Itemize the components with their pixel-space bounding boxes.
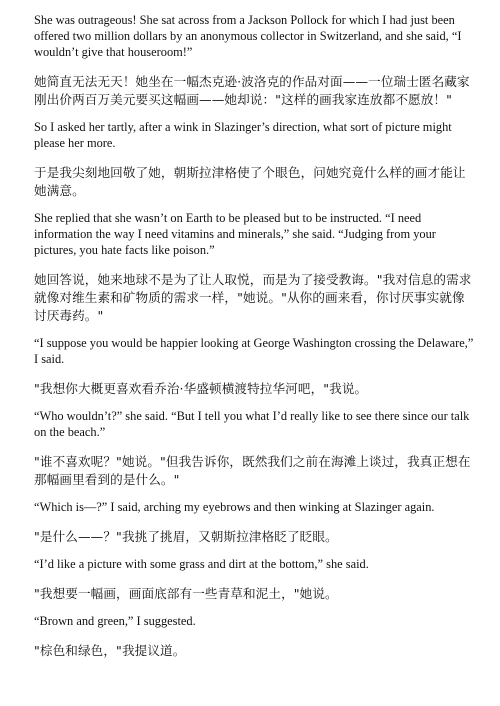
paragraph-en-8: “Brown and green,” I suggested.: [34, 614, 196, 628]
paragraph-zh-6: "是什么——？"我挑了挑眉，又朝斯拉津格眨了眨眼。: [34, 529, 338, 544]
document-page: [34, 12, 474, 670]
paragraph-en-3: She replied that she wasn’t on Earth to be pleased but to be instructed. “I need information the way I need vitamins and minerals,” she said. “Judging from your pictures, you hate facts like poison.”: [34, 211, 436, 257]
paragraph-en-7: “I’d like a picture with some grass and dirt at the bottom,” she said.: [34, 557, 369, 571]
paragraph-zh-8: "棕色和绿色，"我提议道。: [34, 643, 186, 658]
paragraph-en-1: She was outrageous! She sat across from a Jackson Pollock for which I had just been offered two million dollars by an anonymous collector in Switzerland, and she said, “I wouldn’t give that houseroom!”: [34, 13, 462, 59]
paragraph-zh-1: 她简直无法无天！她坐在一幅杰克逊·波洛克的作品对面——一位瑞士匿名藏家刚出价两百万美元要买这幅画——她却说："这样的画我家连放都不愿放！": [34, 74, 470, 107]
paragraph-zh-4: "我想你大概更喜欢看乔治·华盛顿横渡特拉华河吧，"我说。: [34, 381, 368, 396]
paragraph-en-4: “I suppose you would be happier looking at George Washington crossing the Delaware,” I said.: [34, 336, 474, 366]
paragraph-zh-7: "我想要一幅画，画面底部有一些青草和泥土，"她说。: [34, 586, 338, 601]
paragraph-en-5: “Who wouldn’t?” she said. “But I tell you what I’d really like to see there since our talk on the beach.”: [34, 409, 470, 439]
paragraph-zh-2: 于是我尖刻地回敬了她，朝斯拉津格使了个眼色，问她究竟什么样的画才能让她满意。: [34, 165, 466, 198]
paragraph-en-2: So I asked her tartly, after a wink in Slazinger’s direction, what sort of picture might please her more.: [34, 120, 452, 150]
paragraph-en-6: “Which is—?” I said, arching my eyebrows and then winking at Slazinger again.: [34, 500, 435, 514]
paragraph-zh-3: 她回答说，她来地球不是为了让人取悦，而是为了接受教诲。"我对信息的需求就像对维生素和矿物质的需求一样，"她说。"从你的画来看，你讨厌事实就像讨厌毒药。": [34, 272, 472, 323]
paragraph-zh-5: "谁不喜欢呢？"她说。"但我告诉你，既然我们之前在海滩上谈过，我真正想在那幅画里看到的是什么。": [34, 454, 471, 487]
